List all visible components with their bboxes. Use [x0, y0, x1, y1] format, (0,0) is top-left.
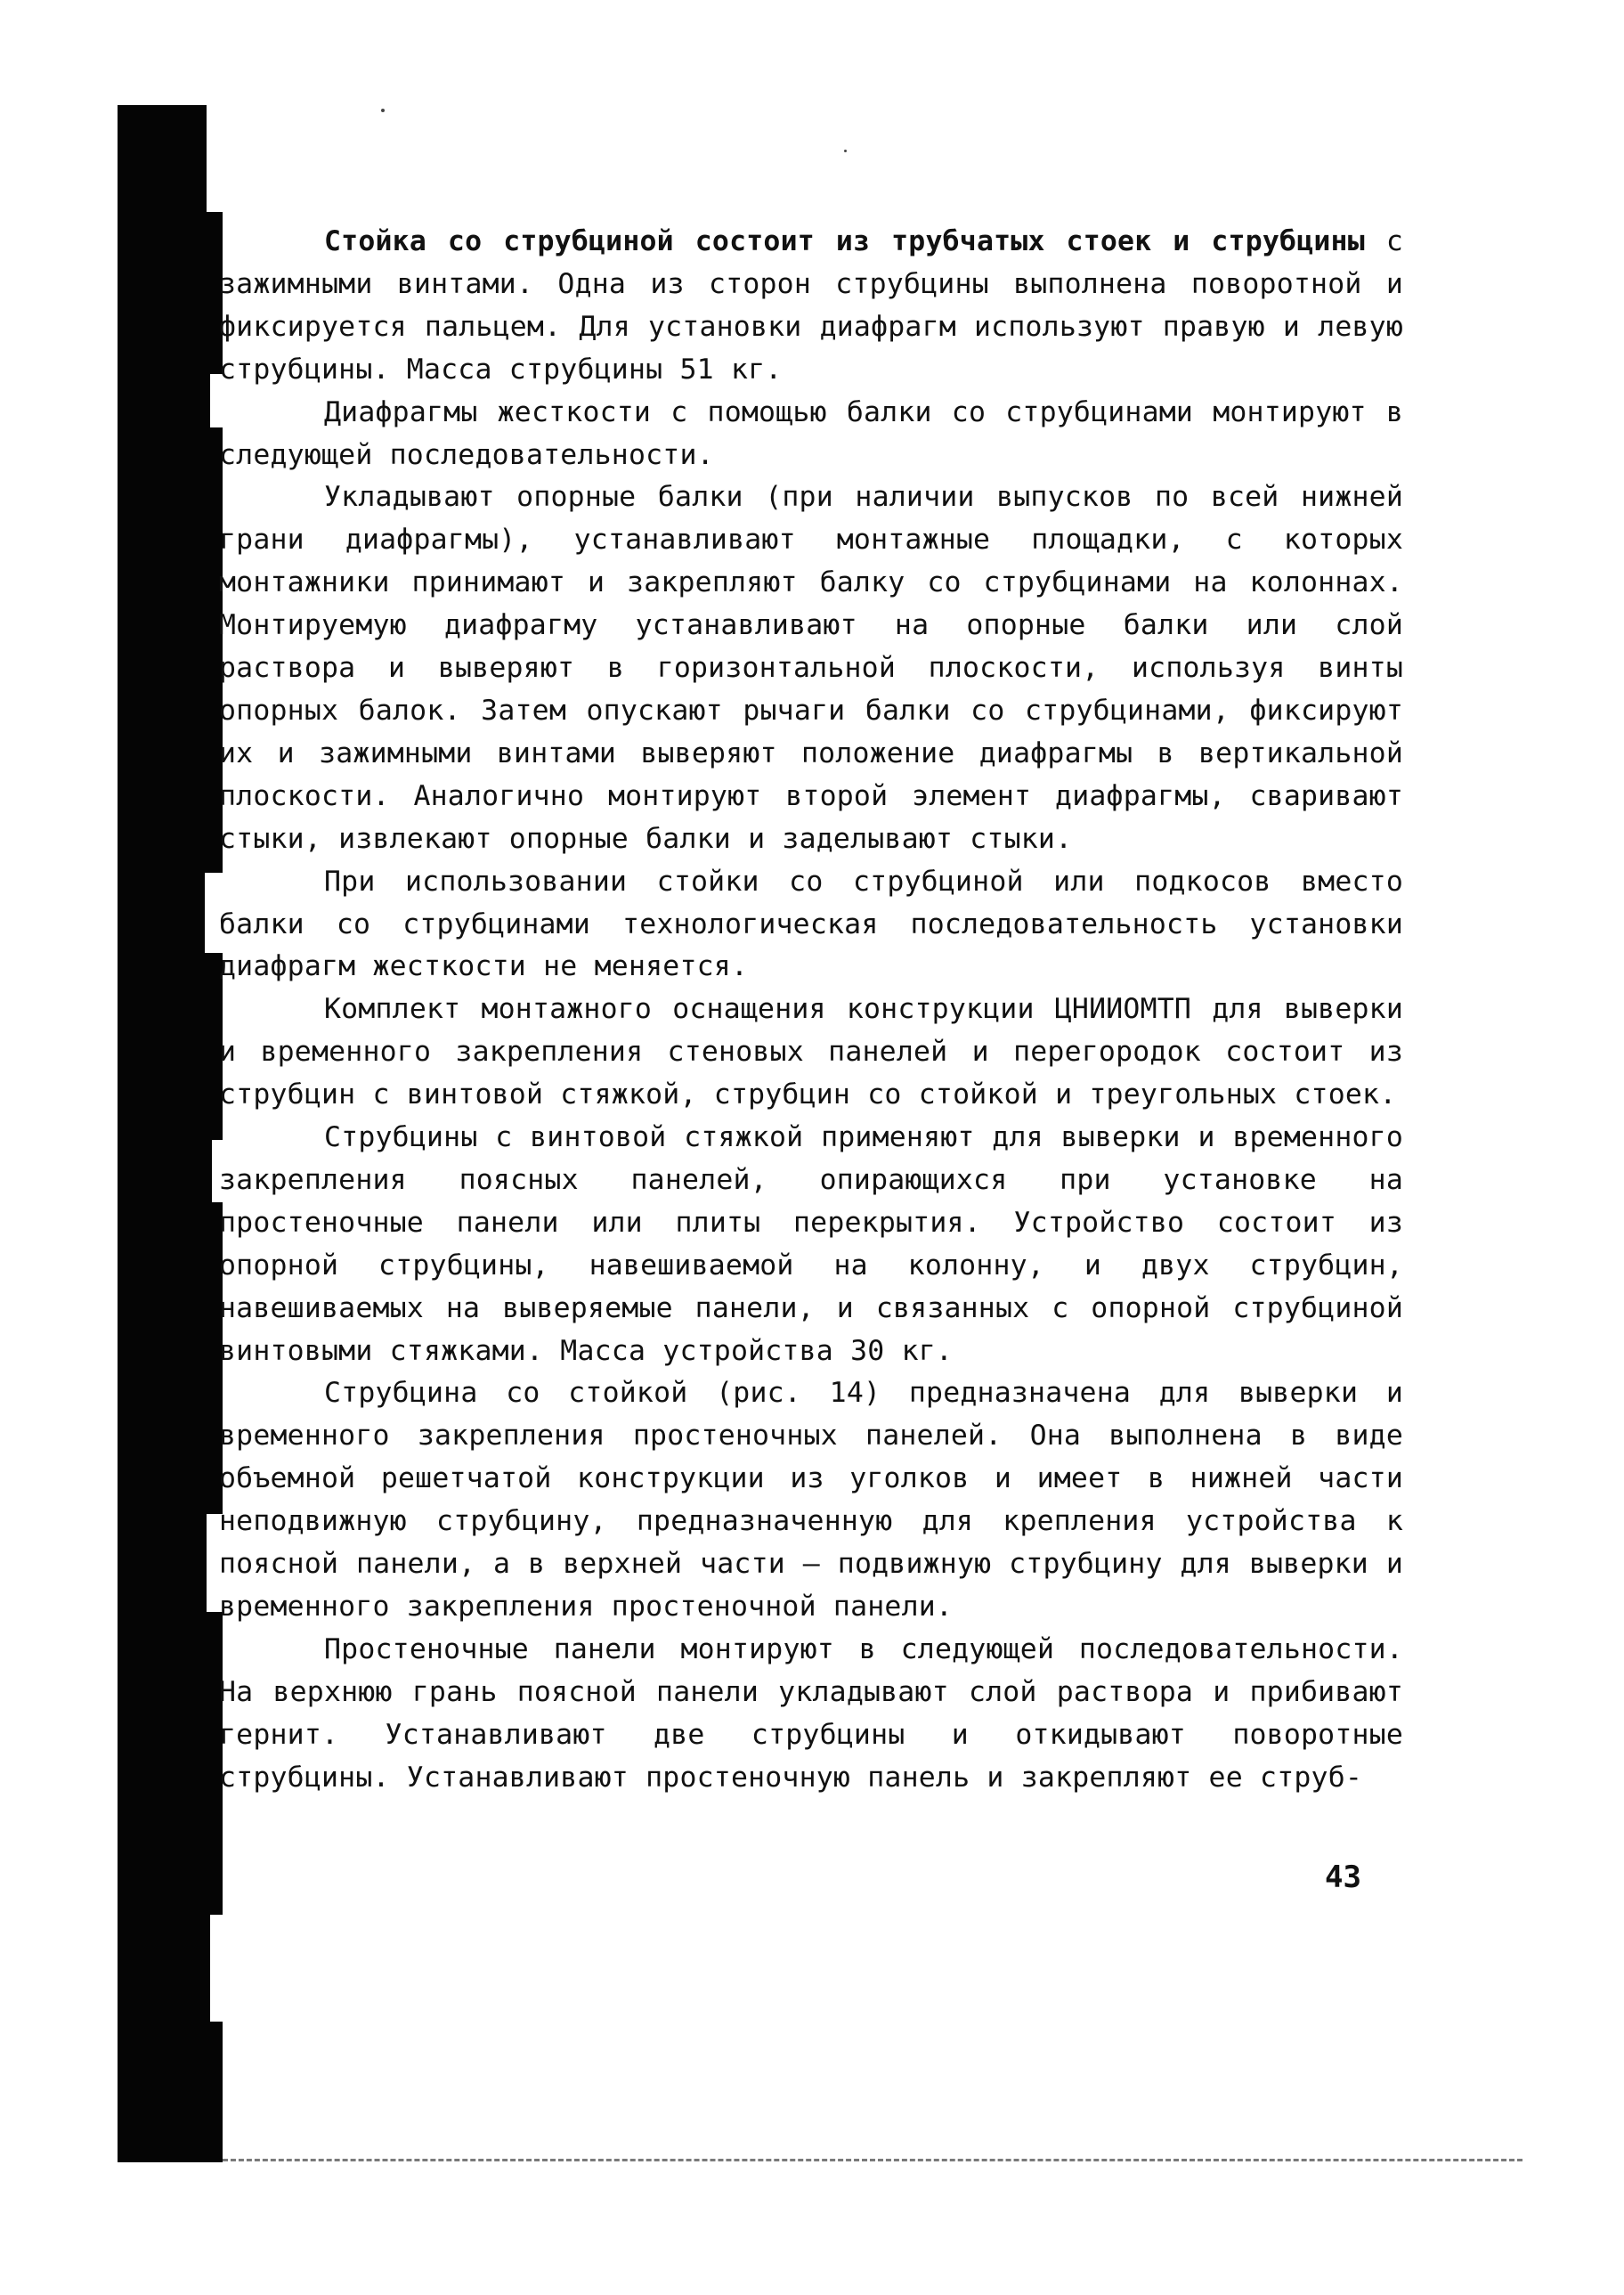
paragraph-text: При использовании стойки со струбциной или подкосов вместо балки со струбцинами технологическая последовательность установки диафрагм жесткости не меняется.	[219, 865, 1403, 983]
paragraph	[219, 1372, 1403, 1628]
binding-notch	[210, 1915, 223, 2022]
body-text	[219, 221, 1403, 1800]
paragraph	[219, 989, 1403, 1117]
paragraph	[219, 476, 1403, 860]
binding-shadow-strip	[118, 105, 223, 2162]
binding-notch	[207, 105, 223, 212]
scan-speck	[381, 109, 385, 112]
scan-speck	[844, 150, 847, 152]
paragraph-text: Диафрагмы жесткости с помощью балки со струбцинами монтируют в следующей последовательности.	[219, 395, 1403, 471]
paragraph	[219, 861, 1403, 989]
paragraph-text: Струбцина со стойкой (рис. 14) предназначена для выверки и временного закрепления простеночных панелей. Она выполнена в виде объемной решетчатой конструкции из уголков и имеет в нижней части неподвижную струбцину, предназначенную для крепления устройства к поясной панели, а в верхней части – подвижную струбцину для выверки и временного закрепления простеночной панели.	[219, 1377, 1403, 1623]
paragraph-text: Струбцины с винтовой стяжкой применяют для выверки и временного закрепления поясных панелей, опирающихся при установке на простеночные панели или плиты перекрытия. Устройство состоит из опорной струбцины, навешиваемой на колонну, и двух струбцин, навешиваемых на выверяемые панели, и связанных с опорной струбциной винтовыми стяжками. Масса устройства 30 кг.	[219, 1121, 1403, 1367]
paragraph-text: Простеночные панели монтируют в следующей последовательности. На верхнюю грань поясной панели укладывают слой раствора и прибивают гернит. Устанавливают две струбцины и откидывают поворотные струбцины. Устанавливают простеночную панель и закрепляют ее струб-	[219, 1632, 1403, 1794]
bottom-scan-rule	[223, 2159, 1522, 2161]
paragraph	[219, 1629, 1403, 1800]
paragraph	[219, 1117, 1403, 1372]
paragraph-lead-bold: Стойка со струбциной состоит из трубчатых стоек и струбцины	[324, 225, 1365, 257]
paragraph	[219, 392, 1403, 477]
paragraph-text: Укладывают опорные балки (при наличии выпусков по всей нижней грани диафрагмы), устанавливают монтажные площадки, с которых монтажники принимают и закрепляют балку со струбцинами на колоннах. Монтируемую диафрагму устанавливают на опорные балки или слой раствора и выверяют в горизонтальной плоскости, используя винты опорных балок. Затем опускают рычаги балки со струбцинами, фиксируют их и зажимными винтами выверяют положение диафрагмы в вертикальной плоскости. Аналогично монтируют второй элемент диафрагмы, сваривают стыки, извлекают опорные балки и заделывают стыки.	[219, 481, 1403, 855]
page-number: 43	[1325, 1860, 1361, 1895]
paragraph-text: с зажимными винтами. Одна из сторон струбцины выполнена поворотной и фиксируется пальцем. Для установки диафрагм используют правую и левую струбцины. Масса струбцины 51 кг.	[219, 225, 1403, 386]
paragraph-text: Комплект монтажного оснащения конструкции ЦНИИОМТП для выверки и временного закрепления стеновых панелей и перегородок состоит из струбцин с винтовой стяжкой, струбцин со стойкой и треугольных стоек.	[219, 993, 1403, 1111]
paragraph	[219, 221, 1403, 392]
